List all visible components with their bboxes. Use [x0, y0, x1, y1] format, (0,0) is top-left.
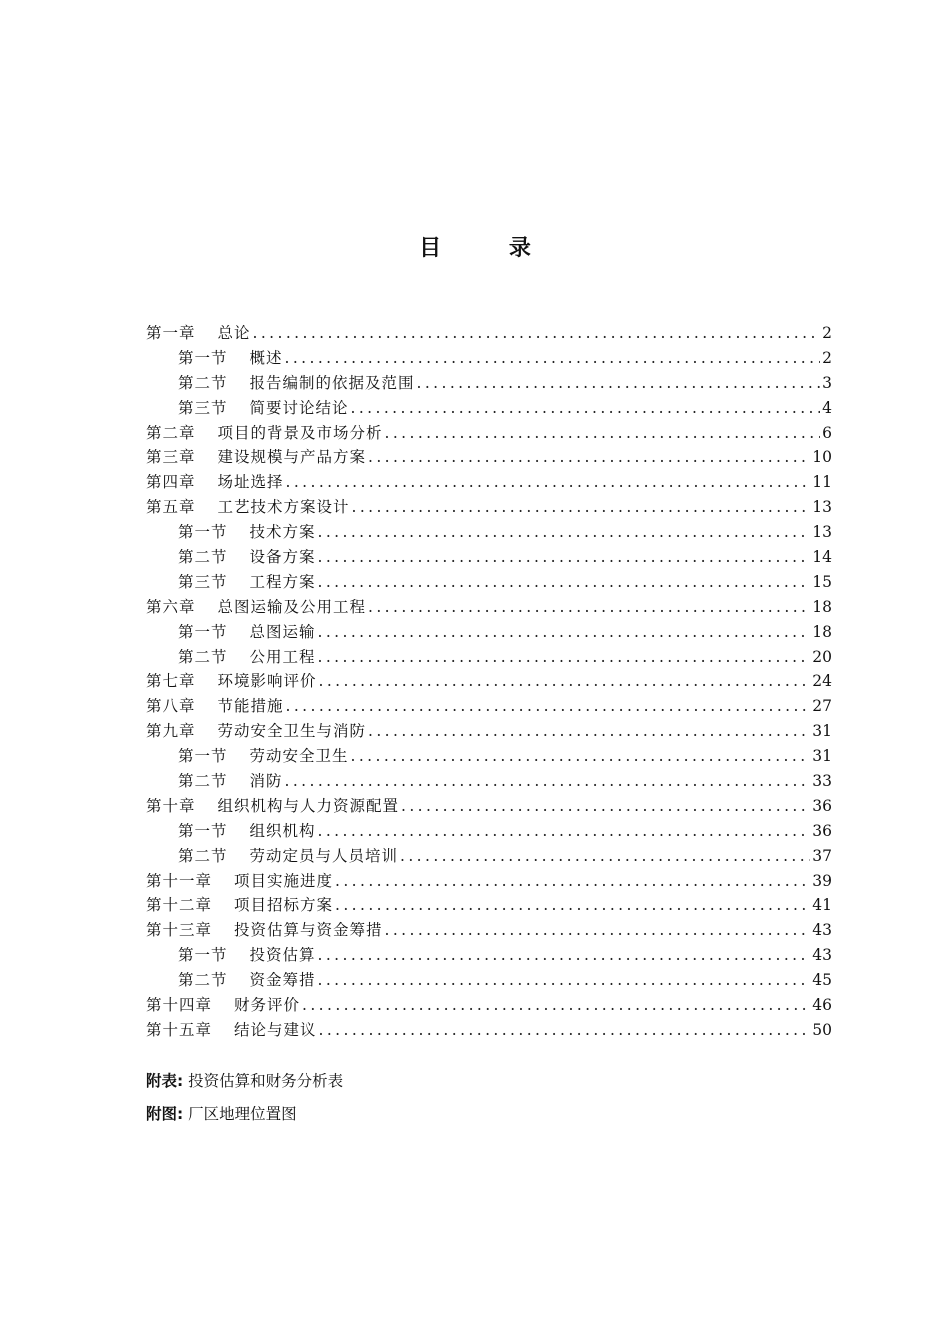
toc-dot-leader: [318, 645, 811, 670]
toc-dot-leader: [318, 545, 811, 570]
toc-entry-number: 第九章: [146, 722, 196, 741]
toc-dot-leader: [319, 669, 811, 694]
toc-page-number: 37: [812, 846, 832, 865]
toc-entry-number: 第二节: [178, 647, 228, 666]
toc-entry-title: 总图运输及公用工程: [217, 597, 367, 616]
toc-section-entry[interactable]: [146, 645, 832, 670]
toc-page-number: 6: [822, 423, 832, 442]
toc-entry-number: 第二章: [146, 423, 196, 442]
toc-entry-title: 项目招标方案: [234, 896, 334, 915]
toc-entry-number: 第七章: [146, 672, 196, 691]
toc-entry-number: 第二节: [178, 971, 228, 990]
appendix-figure-label: 附图:: [146, 1105, 184, 1123]
toc-entry-title: 公用工程: [249, 647, 316, 666]
toc-section-entry[interactable]: [146, 744, 832, 769]
toc-page-number: 15: [812, 572, 832, 591]
toc-chapter-entry[interactable]: [146, 595, 832, 620]
toc-dot-leader: [368, 595, 810, 620]
toc-section-entry[interactable]: [146, 943, 832, 968]
toc-entry-title: 技术方案: [249, 523, 316, 542]
toc-chapter-entry[interactable]: [146, 1018, 832, 1043]
toc-page-number: 11: [812, 473, 832, 492]
toc-dot-leader: [318, 620, 811, 645]
toc-entry-number: 第十三章: [146, 921, 213, 940]
toc-entry-title: 组织机构与人力资源配置: [217, 796, 400, 815]
toc-chapter-entry[interactable]: [146, 918, 832, 943]
toc-entry-number: 第三节: [178, 398, 228, 417]
toc-entry-number: 第三节: [178, 572, 228, 591]
toc-chapter-entry[interactable]: [146, 719, 832, 744]
toc-entry-title: 环境影响评价: [217, 672, 317, 691]
toc-entry-title: 投资估算与资金筹措: [234, 921, 383, 940]
toc-dot-leader: [417, 371, 820, 396]
toc-dot-leader: [368, 445, 810, 470]
toc-entry-title: 劳动定员与人员培训: [249, 846, 399, 865]
toc-entry-number: 第一节: [178, 946, 228, 965]
toc-entry-number: 第十五章: [146, 1020, 213, 1039]
toc-dot-leader: [253, 321, 820, 346]
toc-section-entry[interactable]: [146, 520, 832, 545]
toc-dot-leader: [401, 794, 810, 819]
toc-entry-title: 总图运输: [249, 622, 316, 641]
toc-chapter-entry[interactable]: [146, 869, 832, 894]
toc-page-number: 31: [812, 747, 832, 766]
toc-page-number: 36: [812, 796, 832, 815]
toc-entry-title: 组织机构: [249, 821, 316, 840]
toc-page-number: 13: [812, 498, 832, 517]
toc-section-entry[interactable]: [146, 396, 832, 421]
toc-dot-leader: [368, 719, 810, 744]
toc-chapter-entry[interactable]: [146, 470, 832, 495]
toc-entry-number: 第十一章: [146, 871, 213, 890]
toc-entry-title: 工艺技术方案设计: [217, 498, 350, 517]
toc-section-entry[interactable]: [146, 769, 832, 794]
toc-chapter-entry[interactable]: [146, 421, 832, 446]
toc-dot-leader: [285, 769, 811, 794]
toc-dot-leader: [335, 869, 810, 894]
toc-entry-number: 第二节: [178, 772, 228, 791]
toc-entry-title: 设备方案: [249, 548, 316, 567]
toc-chapter-entry[interactable]: [146, 495, 832, 520]
toc-entry-title: 项目的背景及市场分析: [217, 423, 383, 442]
toc-section-entry[interactable]: [146, 570, 832, 595]
toc-entry-title: 简要讨论结论: [249, 398, 349, 417]
toc-dot-leader: [352, 495, 811, 520]
toc-entry-number: 第二节: [178, 373, 228, 392]
table-of-contents: [146, 321, 832, 1043]
toc-page-number: 50: [812, 1020, 832, 1039]
toc-page-number: 41: [812, 896, 832, 915]
toc-page-number: 33: [812, 772, 832, 791]
toc-dot-leader: [335, 893, 810, 918]
toc-entry-title: 总论: [217, 324, 251, 342]
toc-entry-number: 第一节: [178, 747, 228, 766]
toc-section-entry[interactable]: [146, 346, 832, 371]
toc-section-entry[interactable]: [146, 620, 832, 645]
toc-page-number: 24: [812, 672, 832, 691]
toc-page-number: 18: [812, 622, 832, 641]
toc-chapter-entry[interactable]: [146, 993, 832, 1018]
toc-dot-leader: [285, 346, 820, 371]
toc-entry-number: 第一节: [178, 523, 228, 542]
toc-entry-number: 第二节: [178, 548, 228, 567]
toc-entry-title: 资金筹措: [249, 971, 316, 990]
toc-entry-title: 投资估算: [249, 946, 316, 965]
toc-dot-leader: [318, 570, 811, 595]
toc-entry-title: 劳动安全卫生与消防: [217, 722, 367, 741]
toc-entry-number: 第六章: [146, 597, 196, 616]
toc-entry-title: 节能措施: [217, 697, 284, 716]
appendix-figure-line: [146, 1102, 297, 1124]
toc-page-number: 4: [822, 398, 832, 417]
toc-section-entry[interactable]: [146, 819, 832, 844]
toc-section-entry[interactable]: [146, 968, 832, 993]
toc-entry-number: 第一节: [178, 821, 228, 840]
toc-entry-number: 第十二章: [146, 896, 213, 915]
toc-chapter-entry[interactable]: [146, 321, 832, 346]
toc-dot-leader: [400, 844, 810, 869]
toc-entry-number: 第四章: [146, 473, 196, 492]
toc-entry-title: 劳动安全卫生: [249, 747, 349, 766]
toc-page-number: 27: [812, 697, 832, 716]
toc-entry-title: 项目实施进度: [234, 871, 334, 890]
toc-chapter-entry[interactable]: [146, 893, 832, 918]
toc-entry-number: 第十章: [146, 796, 196, 815]
toc-entry-title: 报告编制的依据及范围: [249, 373, 415, 392]
toc-dot-leader: [318, 943, 811, 968]
toc-entry-number: 第三章: [146, 448, 196, 467]
toc-page-number: 43: [812, 946, 832, 965]
appendix-table-text: 投资估算和财务分析表: [188, 1072, 344, 1090]
appendix-figure-text: 厂区地理位置图: [188, 1105, 297, 1123]
toc-dot-leader: [302, 993, 810, 1018]
toc-page-number: 13: [812, 523, 832, 542]
toc-dot-leader: [318, 968, 811, 993]
toc-entry-number: 第八章: [146, 697, 196, 716]
toc-entry-title: 场址选择: [217, 473, 284, 492]
appendix-table-label: 附表:: [146, 1072, 184, 1090]
appendix-table-line: [146, 1069, 343, 1091]
toc-dot-leader: [319, 1018, 811, 1043]
toc-entry-number: 第一节: [178, 622, 228, 641]
toc-dot-leader: [385, 421, 820, 446]
toc-entry-number: 第五章: [146, 498, 196, 517]
toc-entry-title: 建设规模与产品方案: [217, 448, 367, 467]
toc-page-number: 31: [812, 722, 832, 741]
toc-entry-title: 结论与建议: [234, 1020, 317, 1039]
toc-page-number: 10: [812, 448, 832, 467]
toc-page-number: 36: [812, 821, 832, 840]
toc-page-number: 43: [812, 921, 832, 940]
toc-dot-leader: [286, 694, 811, 719]
toc-section-entry[interactable]: [146, 844, 832, 869]
toc-page-number: 2: [822, 324, 832, 342]
toc-section-entry[interactable]: [146, 371, 832, 396]
toc-entry-title: 工程方案: [249, 572, 316, 591]
toc-chapter-entry[interactable]: [146, 694, 832, 719]
toc-chapter-entry[interactable]: [146, 669, 832, 694]
page-title: 目 录: [419, 236, 561, 261]
toc-page-number: 46: [812, 996, 832, 1015]
toc-page-number: 45: [812, 971, 832, 990]
toc-entry-number: 第一章: [146, 324, 196, 342]
toc-entry-title: 概述: [249, 348, 283, 367]
toc-dot-leader: [286, 470, 811, 495]
toc-dot-leader: [318, 819, 811, 844]
toc-page-number: 18: [812, 597, 832, 616]
toc-section-entry[interactable]: [146, 545, 832, 570]
toc-entry-number: 第二节: [178, 846, 228, 865]
toc-entry-title: 消防: [249, 772, 283, 791]
toc-dot-leader: [318, 520, 811, 545]
toc-page-number: 20: [812, 647, 832, 666]
toc-page-number: 39: [812, 871, 832, 890]
toc-entry-number: 第十四章: [146, 996, 213, 1015]
toc-chapter-entry[interactable]: [146, 794, 832, 819]
toc-entry-title: 财务评价: [234, 996, 301, 1015]
toc-dot-leader: [385, 918, 811, 943]
toc-page-number: 2: [822, 348, 832, 367]
toc-dot-leader: [351, 744, 811, 769]
toc-chapter-entry[interactable]: [146, 445, 832, 470]
toc-entry-number: 第一节: [178, 348, 228, 367]
toc-dot-leader: [351, 396, 820, 421]
toc-page-number: 14: [812, 548, 832, 567]
toc-page-number: 3: [822, 373, 832, 392]
